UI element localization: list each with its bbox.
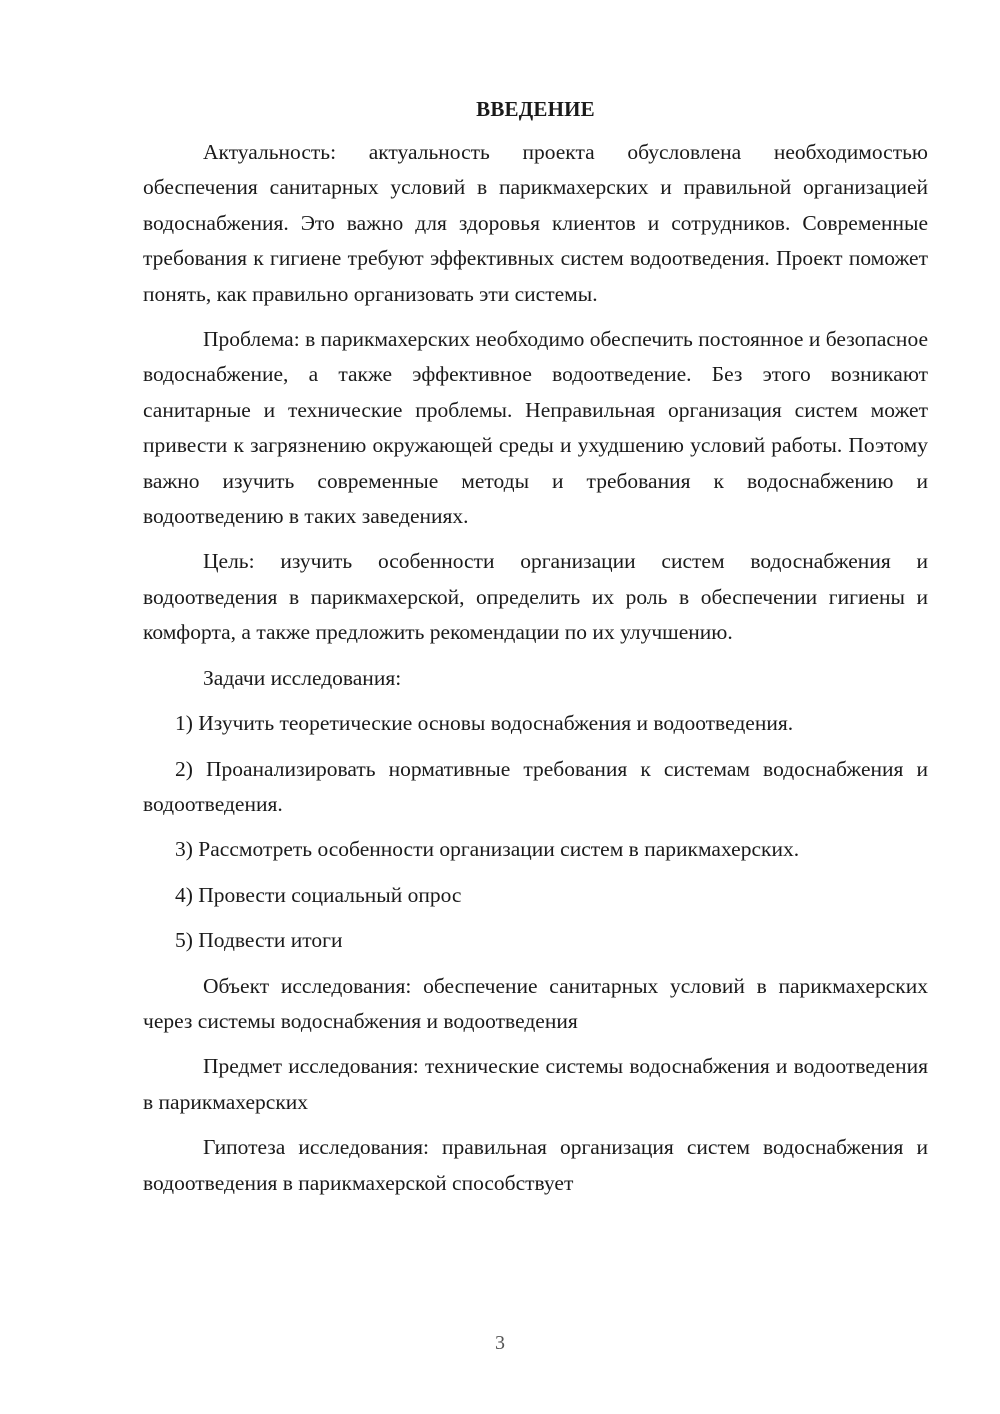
task-item: 2) Проанализировать нормативные требования к системам водоснабжения и водоотведения. <box>143 756 928 816</box>
page-number: 3 <box>495 1332 505 1354</box>
task-item: 3) Рассмотреть особенности организации систем в парикмахерских. <box>175 837 800 862</box>
section-title: ВВЕДЕНИЕ <box>476 97 595 121</box>
task-item: 1) Изучить теоретические основы водоснабжения и водоотведения. <box>175 711 794 736</box>
paragraph-subject: Предмет исследования: технические системы водоснабжения и водоотведения в парикмахерских <box>143 1054 928 1114</box>
paragraph-problem: Проблема: в парикмахерских необходимо обеспечить постоянное и безопасное водоснабжение, а также эффективное водоотведение. Без этого возникают санитарные и технические проблемы. Неправильная организация систем может привести к загрязнению окружающей среды и ухудшению условий работы. Поэтому важно изучить современные методы и требования к водоснабжению и водоотведению в таких заведениях. <box>143 327 928 529</box>
paragraph-tasks-heading: Задачи исследования: <box>203 665 402 690</box>
paragraph-goal: Цель: изучить особенности организации систем водоснабжения и водоотведения в парикмахерской, определить их роль в обеспечении гигиены и комфорта, а также предложить рекомендации по их улучшению. <box>143 549 928 645</box>
paragraph-object: Объект исследования: обеспечение санитарных условий в парикмахерских через системы водоснабжения и водоотведения <box>143 973 928 1033</box>
paragraph-hypothesis: Гипотеза исследования: правильная организация систем водоснабжения и водоотведения в парикмахерской способствует <box>143 1135 928 1195</box>
task-item: 5) Подвести итоги <box>175 928 343 953</box>
paragraph-relevance: Актуальность: актуальность проекта обусловлена необходимостью обеспечения санитарных условий в парикмахерских и правильной организацией водоснабжения. Это важно для здоровья клиентов и сотрудников. Современные требования к гигиене требуют эффективных систем водоотведения. Проект поможет понять, как правильно организовать эти системы. <box>143 140 928 306</box>
task-item: 4) Провести социальный опрос <box>175 882 462 907</box>
document-page <box>143 92 928 1211</box>
